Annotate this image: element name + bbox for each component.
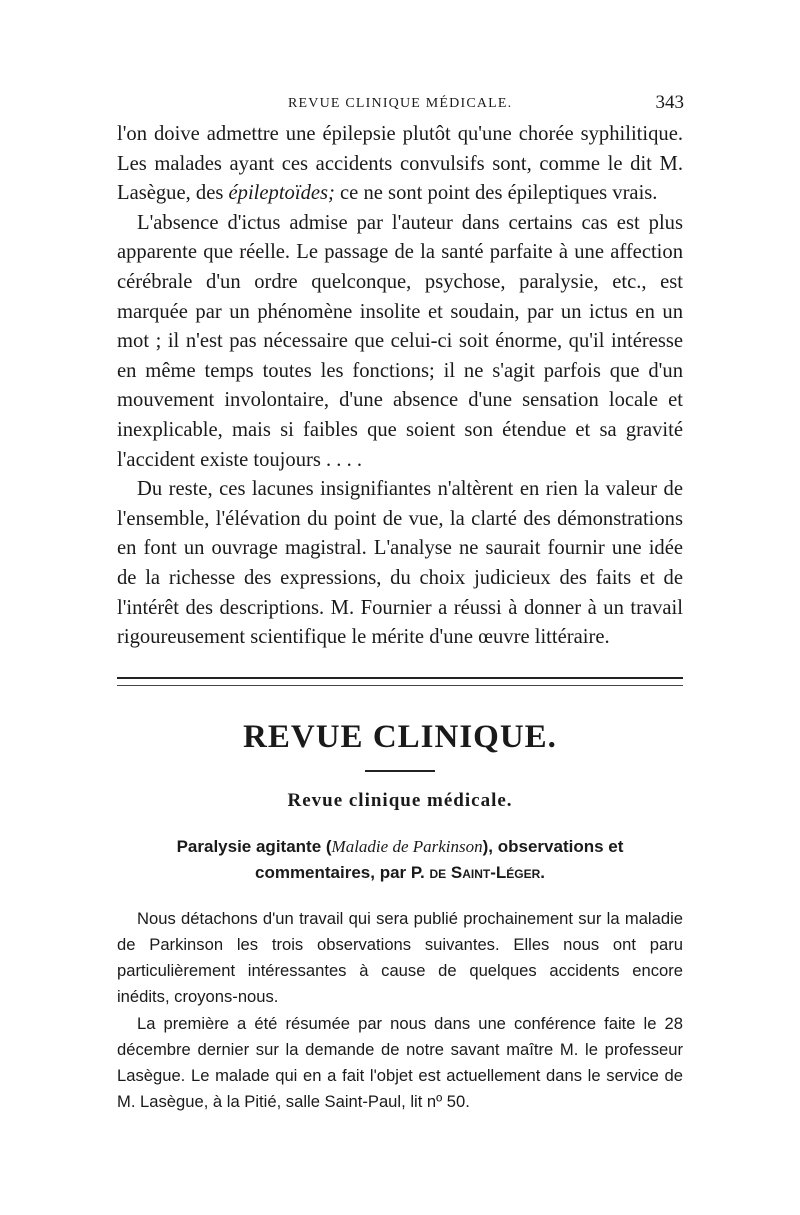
paragraph: Du reste, ces lacunes insignifiantes n'altèrent en rien la valeur de l'ensemble, l'élévation du point de vue, la clarté des démonstrations en font un ouvrage magistral. L'analyse ne saurait fournir une idée de la richesse des expressions, du choix judicieux des faits et de l'intérêt des descriptions. M. Fournier a réussi à donner à un travail rigoureusement scientifique le mérite d'une œuvre littéraire.	[117, 478, 683, 649]
author-name: Saint-Léger.	[450, 862, 546, 882]
article-heading	[117, 834, 683, 886]
article-body	[117, 906, 683, 1116]
italic-term: épileptoïdes;	[228, 182, 335, 205]
article-paragraph: Nous détachons d'un travail qui sera publié prochainement sur la maladie de Parkinson les trois observations suivantes. Elles nous ont paru particulièrement intéressantes à cause de quelques accidents encore inédits, croyons-nous.	[117, 908, 683, 1007]
paragraph-text: l'on doive admettre une épilepsie plutôt qu'une chorée syphilitique. Les malades ayant ces accidents convulsifs sont, comme le dit M. Lasègue, des	[117, 123, 683, 205]
article-paragraph: La première a été résumée par nous dans une conférence faite le 28 décembre dernier sur la demande de notre savant maître M. le professeur Lasègue. Le malade qui en a fait l'objet est actuellement dans le service de M. Lasègue, à la Pitié, salle Saint-Paul, lit nº 50.	[117, 1013, 683, 1112]
author-prefix: de	[429, 862, 447, 882]
paragraph-text: ce ne sont point des épileptiques vrais.	[334, 182, 658, 205]
book-page	[117, 92, 683, 1115]
article-heading-text: Paralysie agitante (	[176, 836, 332, 856]
running-head	[117, 92, 683, 120]
article-heading-italic: Maladie de Parkinson	[331, 836, 483, 856]
page-number: 343	[655, 92, 684, 113]
section-divider	[117, 677, 683, 686]
subsection-title: Revue clinique médicale.	[287, 789, 513, 811]
article-heading-text: ), observations et commentaires, par P.	[254, 836, 624, 882]
paragraph	[117, 120, 683, 209]
section-title: REVUE CLINIQUE.	[243, 718, 557, 755]
title-underline	[365, 770, 435, 772]
running-title: REVUE CLINIQUE MÉDICALE.	[288, 96, 513, 111]
paragraph: L'absence d'ictus admise par l'auteur dans certains cas est plus apparente que réelle. Le passage de la santé parfaite à une affection cérébrale d'un ordre quelconque, psychose, paralysie, etc., est marquée par un phénomène insolite et soudain, par un ictus en un mot ; il n'est pas nécessaire que celui-ci soit énorme, qu'il intéresse en même temps toutes les fonctions; il ne s'agit parfois que d'un mouvement involontaire, d'une absence d'une sensation locale et inexplicable, mais si faibles que soient son étendue et sa gravité l'accident existe toujours . . . .	[117, 211, 683, 471]
